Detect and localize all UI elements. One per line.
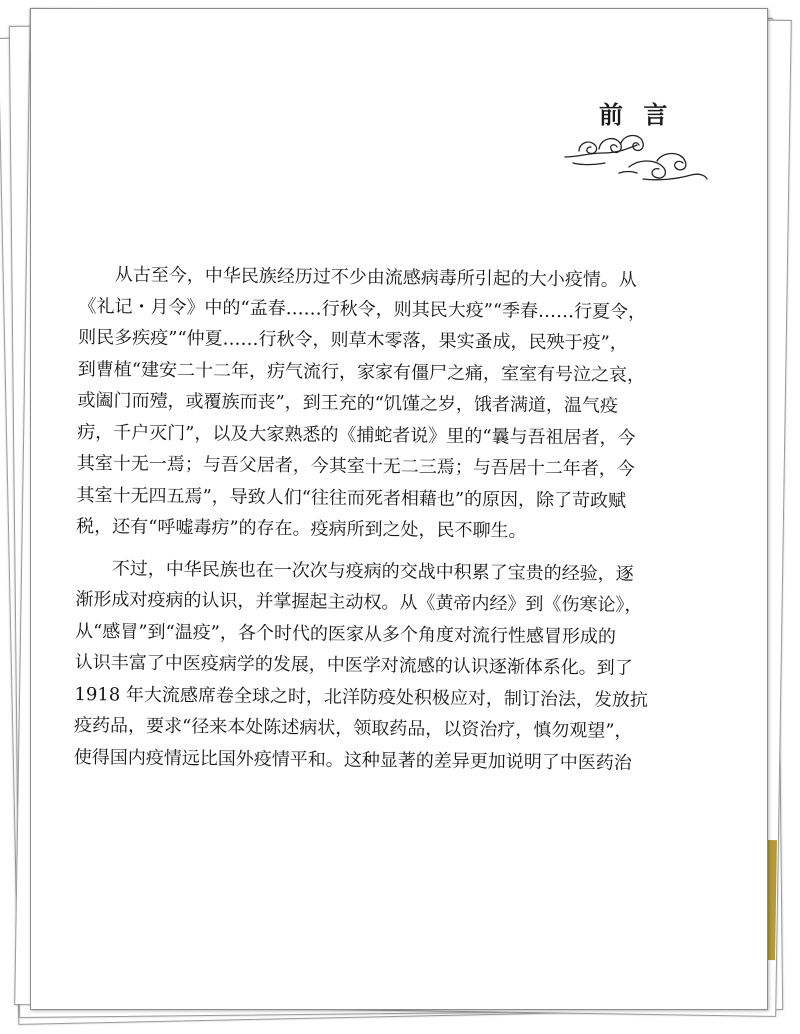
text-line: 其室十无四五焉”，导致人们“往往而死者相藉也”的原因，除了苛政赋 — [76, 484, 627, 512]
text-line: 从“感冒”到“温疫”，各个时代的医家从多个角度对流行性感冒形成的 — [74, 620, 616, 648]
text-line: 从古至今，中华民族经历过不少由流感病毒所引起的大小疫情。从 — [78, 263, 637, 291]
text-line: 疠，千户灭门”，以及大家熟悉的《捕蛇者说》里的“曩与吾祖居者，今 — [77, 421, 636, 449]
text-line: 则民多疾疫”“仲夏……行秋令，则草木零落，果实蚤成，民殃于疫”， — [78, 326, 628, 354]
paragraph — [76, 259, 679, 549]
page-heading: 前 言 — [599, 100, 674, 129]
text-line: 1918 年大流感席卷全球之时，北洋防疫处积极应对，制订治法，发放抗 — [74, 683, 649, 711]
body-text — [74, 259, 679, 789]
auspicious-cloud-icon — [559, 127, 709, 187]
text-line: 其室十无一焉；与吾父居者，今其室十无二三焉；与吾居十二年者，今 — [76, 452, 635, 480]
text-line: 疫药品，要求“径来本处陈述病状，领取药品，以资治疗，慎勿观望”， — [74, 714, 633, 742]
text-line: 使得国内疫情远比国外疫情平和。这种显著的差异更加说明了中医药治 — [73, 746, 632, 774]
text-line: 税，还有“呼嘘毒疠”的存在。疫病所到之处，民不聊生。 — [76, 515, 527, 542]
paragraph — [74, 552, 676, 779]
text-line: 认识丰富了中医疫病学的发展，中医学对流感的认识逐渐体系化。到了 — [74, 651, 633, 679]
document-page — [30, 8, 768, 1010]
text-line: 渐形成对疫病的认识，并掌握起主动权。从《黄帝内经》到《伤寒论》， — [75, 588, 643, 616]
text-line: 或阖门而殪，或覆族而丧”，到王充的“饥馑之岁，饿者满道，温气疫 — [77, 389, 619, 417]
text-line: 不过，中华民族也在一次次与疫病的交战中积累了宝贵的经验，逐 — [75, 557, 634, 585]
text-line: 到曹植“建安二十二年，疠气流行，家家有僵尸之痛，室室有号泣之哀， — [77, 358, 646, 386]
text-line: 《礼记・月令》中的“孟春……行秋令，则其民大疫”“季春……行夏令， — [78, 295, 647, 323]
